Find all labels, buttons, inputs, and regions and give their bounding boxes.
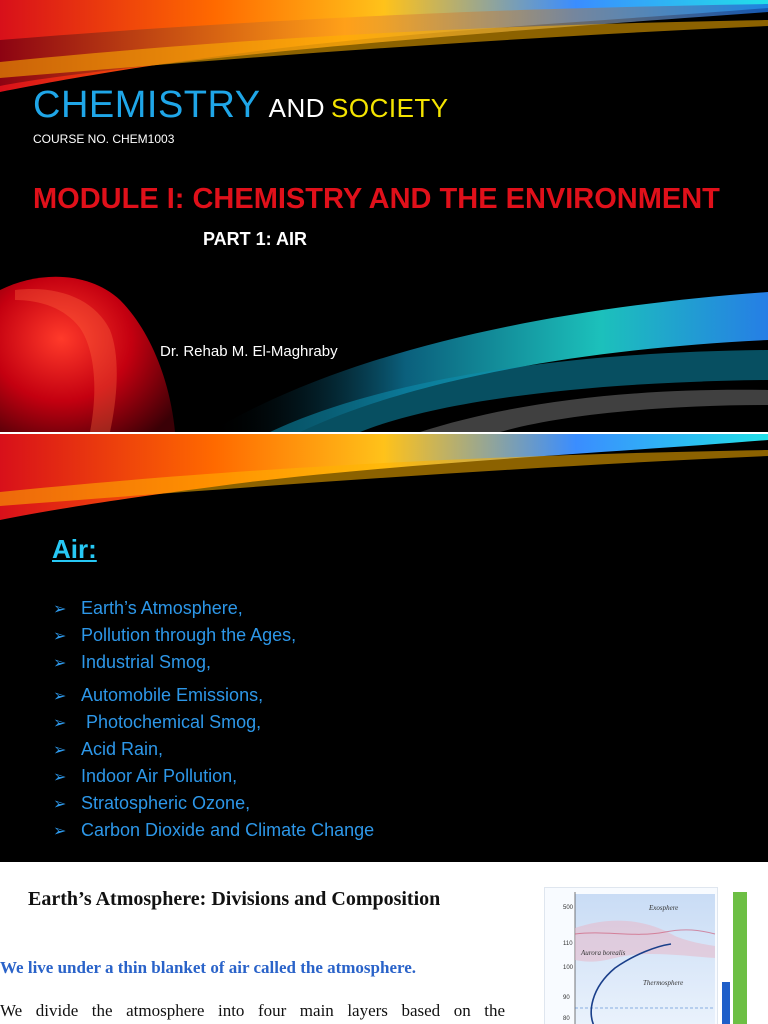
arrow-bullet-icon: ➢ — [53, 628, 67, 645]
axis-tick: 500 — [563, 905, 574, 911]
list-item: ➢ Photochemical Smog, — [53, 712, 262, 732]
arrow-bullet-icon: ➢ — [53, 655, 67, 672]
title-and: AND — [268, 93, 326, 123]
arrow-bullet-icon: ➢ — [53, 715, 67, 732]
layer-label: Exosphere — [649, 904, 679, 912]
list-item: ➢ Automobile Emissions, — [53, 685, 264, 705]
accent-bar-green — [733, 892, 747, 1024]
axis-tick: 110 — [563, 941, 573, 947]
axis-tick: 80 — [563, 1016, 570, 1022]
arrow-bullet-icon: ➢ — [53, 823, 67, 840]
arrow-bullet-icon: ➢ — [53, 796, 67, 813]
atmosphere-layers-figure — [544, 887, 718, 1024]
arrow-bullet-icon: ➢ — [53, 688, 67, 705]
title-slide — [0, 0, 768, 432]
title-society: SOCIETY — [331, 93, 449, 123]
list-item: ➢ Pollution through the Ages, — [53, 625, 297, 645]
layer-label: Thermosphere — [643, 979, 684, 987]
atmosphere-slide — [0, 862, 768, 1024]
list-item: ➢ Indoor Air Pollution, — [53, 766, 238, 786]
title-chemistry: CHEMISTRY — [33, 84, 261, 126]
arrow-bullet-icon: ➢ — [53, 769, 67, 786]
highlight-sentence: We live under a thin blanket of air called the atmosphere. — [0, 958, 417, 977]
axis-tick: 90 — [563, 995, 570, 1001]
body-text: We divide the atmosphere into four main layers based on the — [0, 1001, 505, 1020]
author-name: Dr. Rehab M. El-Maghraby — [160, 343, 338, 360]
layer-label: Aurora borealis — [581, 949, 626, 957]
course-title — [33, 84, 449, 127]
course-number: COURSE NO. CHEM1003 — [33, 132, 175, 146]
module-title: MODULE I: CHEMISTRY AND THE ENVIRONMENT — [33, 183, 720, 215]
list-item: ➢ Stratospheric Ozone, — [53, 793, 251, 813]
swirl-decoration — [0, 0, 768, 432]
slide-heading: Earth’s Atmosphere: Divisions and Composition — [28, 888, 441, 910]
arrow-bullet-icon: ➢ — [53, 601, 67, 618]
swirl-decoration — [0, 434, 768, 524]
arrow-bullet-icon: ➢ — [53, 742, 67, 759]
list-item: ➢ Carbon Dioxide and Climate Change — [53, 820, 375, 840]
list-item: ➢ Earth’s Atmosphere, — [53, 598, 243, 618]
axis-tick: 100 — [563, 965, 574, 971]
list-item: ➢ Industrial Smog, — [53, 652, 212, 672]
part-title: PART 1: AIR — [203, 229, 308, 249]
outline-slide — [0, 434, 768, 862]
outline-heading: Air: — [52, 534, 97, 564]
list-item: ➢ Acid Rain, — [53, 739, 164, 759]
accent-bar-blue — [722, 982, 730, 1024]
